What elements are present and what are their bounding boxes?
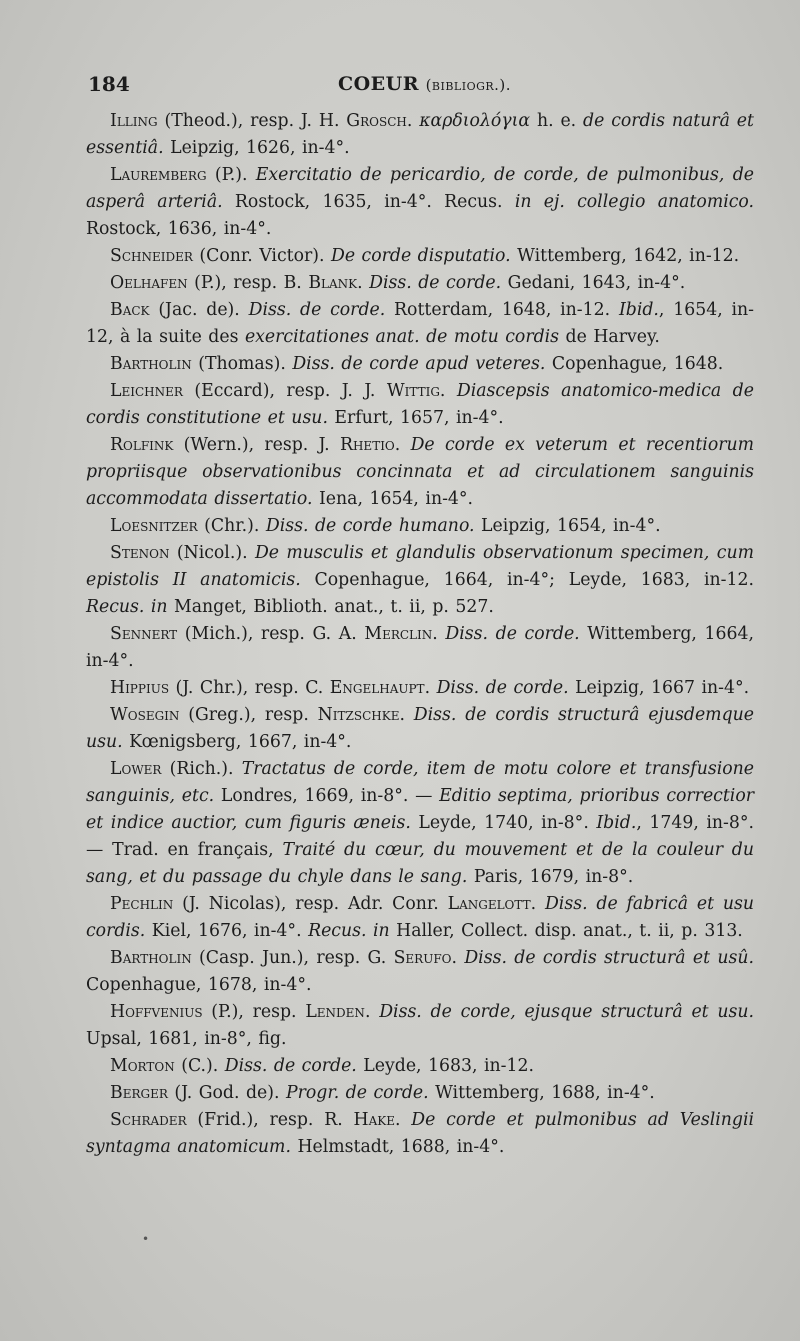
entry-author: Sennert [110,624,178,644]
entry-text: . [424,678,437,698]
entry-text: Upsal, 1681, in-8°, fig. [86,1029,287,1049]
entry-text: Wittemberg, 1664, in-4°. [86,624,754,671]
entry-author: Rolfink [110,435,174,455]
entry-author: Stenon [110,543,170,563]
entry-respondent: Grosch [346,111,407,131]
entry-text: . [432,624,446,644]
entry-author: Wosegin [110,705,180,725]
bibliography-entry [86,270,754,297]
bibliography-entry [86,243,754,270]
entry-author: Lower [110,759,162,779]
entry-title-text: Diss. de corde apud veteres. [292,354,546,374]
entry-text: Leyde, 1740, in-8°. [410,813,597,833]
entry-respondent: Lenden [305,1002,365,1022]
entry-text: (Frid.), resp. R. [186,1110,354,1130]
entry-text: (P.). [206,165,256,185]
entry-text: Copenhague, 1678, in-4°. [86,975,312,995]
running-title-sub: (bibliogr.). [425,76,512,94]
entry-respondent: Hake [353,1110,395,1130]
entry-text: Londres, 1669, in-8°. — [214,786,440,806]
entry-text: . [357,273,370,293]
entry-author: Illing [110,111,158,131]
entry-author: Back [110,300,150,320]
entry-title-text: De corde ex veterum et recentiorum propriisque observationibus concinnata et ad circulationem sanguinis accommodata dissertatio. [86,435,754,509]
entry-text: (Greg.), resp. [179,705,318,725]
entry-title-text: Editio septima, prioribus correctior et indice auctior, cum figuris æneis. [86,786,754,833]
entry-text: h. e. [530,111,584,131]
entry-respondent: Nitzschke [317,705,400,725]
page-number: 184 [88,72,130,96]
entry-text: Gedani, 1643, in-4°. [501,273,686,293]
running-title-main: COEUR [338,73,420,95]
entry-text: . [439,381,457,401]
entry-author: Loesnitzer [110,516,198,536]
entry-title-text: Diss. de corde. [369,273,502,293]
entry-text: Rotterdam, 1648, in-12. [385,300,619,320]
bibliography-entry [86,540,754,621]
entry-text: (Rich.). [161,759,242,779]
entry-text: . [530,894,545,914]
entry-title-text: καρδιολόγια [419,111,531,131]
entry-title-text: de cordis naturâ et essentiâ. [86,111,754,158]
entry-author: Pechlin [110,894,174,914]
entry-title-text: Diss. de corde. [248,300,386,320]
entry-text: Leyde, 1683, in-12. [356,1056,534,1076]
entry-text: , 1749, in-8°. — Trad. en français, [86,813,754,860]
bibliography-entry [86,1080,754,1107]
entry-title-text: De corde et pulmonibus ad Veslingii syntagma anatomicum. [86,1110,755,1157]
bibliography-entry [86,621,754,675]
entry-text: (Casp. Jun.), resp. G. [191,948,394,968]
entry-title-text: exercitationes anat. de motu cordis [244,327,560,347]
entry-author: Hoffvenius [110,1002,203,1022]
entry-text: (Theod.), resp. J. H. [157,111,347,131]
entry-title-text: Recus. in [308,921,390,941]
entry-respondent: Engelhaupt [329,678,425,698]
entry-title-text: Tractatus de corde, item de motu colore et transfusione sanguinis, etc. [86,759,754,806]
entry-text: . [451,948,465,968]
entry-title-text: Diss. de corde, ejusque structurâ et usu. [379,1002,754,1022]
entry-text: (C.). [174,1056,225,1076]
entry-author: Bartholin [110,354,192,374]
entry-text: . [394,435,411,455]
entry-text: (J. God. de). [167,1083,286,1103]
bibliography-entry [86,756,754,891]
entry-text: Manget, Biblioth. anat., t. ii, p. 527. [167,597,494,617]
entry-text: Iena, 1654, in-4°. [312,489,474,509]
entry-author: Berger [110,1083,168,1103]
entry-text: (J. Chr.), resp. C. [169,678,330,698]
entry-author: Morton [110,1056,175,1076]
entry-title-text: in ej. collegio anatomico. [514,192,755,212]
entry-respondent: Blank [308,273,358,293]
bibliography-entry [86,945,754,999]
entry-title-text: Diss. de corde. [224,1056,357,1076]
entry-text: Paris, 1679, in-8°. [467,867,634,887]
entry-text: Haller, Collect. disp. anat., t. ii, p. 313. [389,921,743,941]
entry-title-text: Diss. de corde. [445,624,580,644]
entry-text: (Jac. de). [149,300,249,320]
entry-title-text: De musculis et glandulis observationum specimen, cum epistolis II anatomicis. [86,543,754,590]
entry-text: Copenhague, 1664, in-4°; Leyde, 1683, in-12. [300,570,754,590]
bibliography-entry [86,1107,754,1161]
entry-author: Lauremberg [110,165,207,185]
entry-text: (Eccard), resp. J. J. [182,381,387,401]
page-header [88,72,748,102]
bibliography-entry [86,513,754,540]
entry-text: Kœnigsberg, 1667, in-4°. [122,732,352,752]
bibliography-entry [86,432,754,513]
bibliography-entry [86,108,754,162]
entry-respondent: Serufo [393,948,452,968]
entry-text: (Nicol.). [169,543,255,563]
running-title [338,73,511,95]
bibliography-list [86,108,754,1161]
entry-text: . [364,1002,380,1022]
entry-title-text: Diascepsis anatomico-medica de cordis constitutione et usu. [86,381,754,428]
entry-title-text: Traité du cœur, du mouvement et de la couleur du sang, et du passage du chyle dans le sang. [86,840,755,887]
entry-text: (Chr.). [197,516,266,536]
entry-text: Leipzig, 1667 in-4°. [568,678,750,698]
entry-title-text: Diss. de cordis structurâ ejusdemque usu. [86,705,754,752]
entry-respondent: Rhetio [339,435,395,455]
entry-text: (Wern.), resp. J. [173,435,340,455]
entry-author: Leichner [110,381,183,401]
entry-text: (Thomas). [191,354,293,374]
entry-title-text: Recus. in [86,597,168,617]
entry-text: , 1654, in-12, à la suite des [86,300,754,347]
entry-text: (Mich.), resp. G. A. [177,624,365,644]
entry-text: Helmstadt, 1688, in-4°. [290,1137,505,1157]
entry-text: Rostock, 1635, in-4°. Recus. [222,192,515,212]
entry-text: Wittemberg, 1688, in-4°. [428,1083,655,1103]
entry-text: . [399,705,414,725]
entry-text: Copenhague, 1648. [545,354,724,374]
bibliography-entry [86,162,754,243]
entry-respondent: Merclin [364,624,433,644]
entry-title-text: Exercitatio de pericardio, de corde, de pulmonibus, de asperâ arteriâ. [86,165,754,212]
entry-title-text: Progr. de corde. [285,1083,429,1103]
entry-title-text: Diss. de fabricâ et usu cordis. [86,894,754,941]
entry-respondent: Wittig [386,381,440,401]
entry-text: Wittemberg, 1642, in-12. [510,246,740,266]
entry-text: . [406,111,420,131]
entry-title-text: Ibid. [596,813,637,833]
entry-title-text: Ibid. [618,300,659,320]
entry-text: Leipzig, 1654, in-4°. [474,516,661,536]
bibliography-entry [86,1053,754,1080]
entry-author: Schrader [110,1110,187,1130]
bibliography-entry [86,297,754,351]
entry-text: . [394,1110,412,1130]
entry-title-text: Diss. de corde humano. [265,516,475,536]
entry-text: (Conr. Victor). [192,246,331,266]
entry-author: Oelhafen [110,273,188,293]
bibliography-entry [86,891,754,945]
print-speck: • [142,1232,150,1246]
bibliography-entry [86,999,754,1053]
entry-text: (P.), resp. [202,1002,306,1022]
entry-title-text: Diss. de cordis structurâ et usû. [464,948,754,968]
bibliography-entry [86,675,754,702]
bibliography-entry [86,351,754,378]
entry-text: (P.), resp. B. [187,273,309,293]
entry-title-text: De corde disputatio. [330,246,511,266]
entry-text: (J. Nicolas), resp. Adr. Conr. [173,894,448,914]
entry-author: Hippius [110,678,170,698]
bibliography-entry [86,702,754,756]
bibliography-entry [86,378,754,432]
entry-title-text: Diss. de corde. [436,678,569,698]
entry-author: Schneider [110,246,193,266]
entry-text: Kiel, 1676, in-4°. [145,921,309,941]
entry-text: Erfurt, 1657, in-4°. [327,408,504,428]
entry-author: Bartholin [110,948,192,968]
entry-text: Leipzig, 1626, in-4°. [163,138,350,158]
entry-text: Rostock, 1636, in-4°. [86,219,272,239]
entry-respondent: Langelott [447,894,531,914]
entry-text: de Harvey. [559,327,660,347]
